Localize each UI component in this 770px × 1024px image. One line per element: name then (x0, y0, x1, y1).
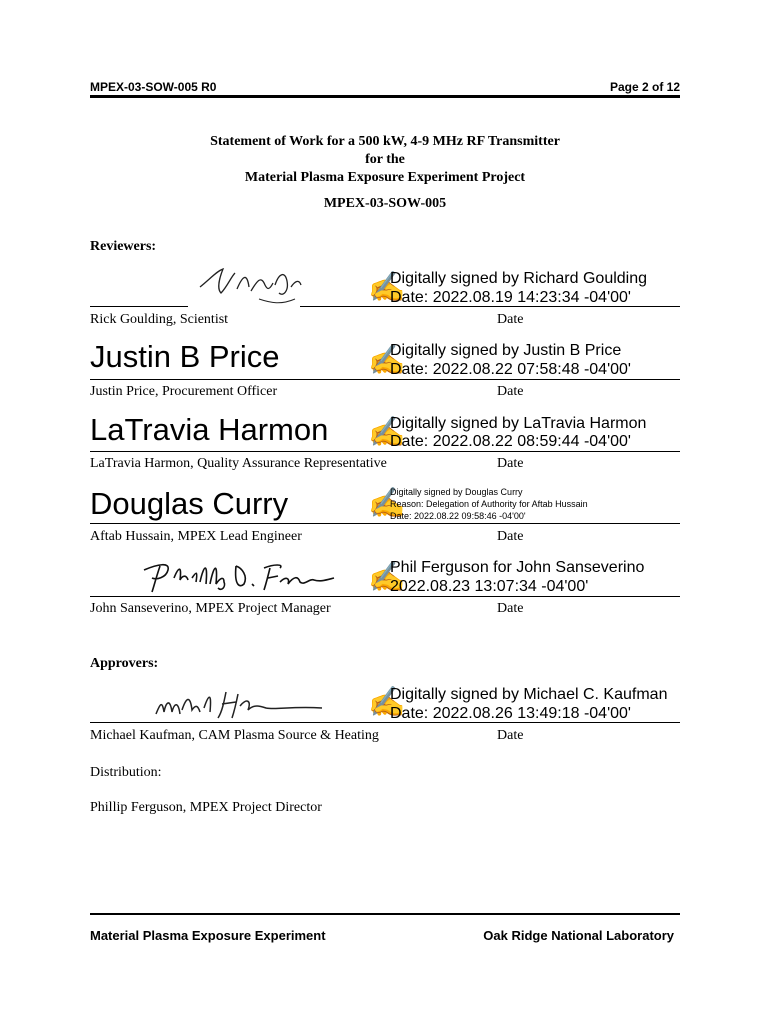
approver-name: Michael Kaufman, CAM Plasma Source & Heating (90, 728, 379, 743)
acrobat-watermark-icon: ✍ (368, 686, 406, 719)
distribution-label: Distribution: (90, 765, 162, 780)
acrobat-watermark-icon: ✍ (368, 416, 406, 449)
reviewer-2-date-label: Date (497, 384, 524, 399)
acrobat-watermark-icon: ✍ (368, 344, 406, 377)
footer-rule (90, 913, 680, 915)
reviewer-5-name: John Sanseverino, MPEX Project Manager (90, 601, 331, 616)
reviewer-5-date-label: Date (497, 601, 524, 616)
digital-signature-4-line-3: Date: 2022.08.22 09:58:46 -04'00' (390, 511, 526, 521)
digital-signature-6-line-2: Date: 2022.08.26 13:49:18 -04'00' (390, 705, 631, 722)
reviewer-1-name: Rick Goulding, Scientist (90, 312, 229, 327)
digital-signature-2-line-1: Digitally signed by Justin B Price (390, 342, 622, 359)
footer-lab-name: Oak Ridge National Laboratory (483, 928, 674, 943)
title-line-3: Material Plasma Exposure Experiment Project (244, 170, 526, 185)
digital-signature-2-line-2: Date: 2022.08.22 07:58:48 -04'00' (390, 361, 631, 378)
doc-number: MPEX-03-SOW-005 (323, 196, 447, 211)
document-id: MPEX-03-SOW-005 R0 (90, 80, 217, 94)
reviewer-1-date-label: Date (497, 312, 524, 327)
reviewer-2-name: Justin Price, Procurement Officer (90, 384, 278, 399)
digital-signature-5-line-2: 2022.08.23 13:07:34 -04'00' (390, 578, 589, 595)
digital-signature-5-line-1: Phil Ferguson for John Sanseverino (390, 559, 645, 576)
handwritten-signature-ferguson (138, 556, 338, 598)
typed-signature-price: Justin B Price (90, 339, 280, 374)
distribution-recipient: Phillip Ferguson, MPEX Project Director (90, 800, 322, 815)
header-rule (90, 95, 680, 98)
handwritten-signature-goulding (195, 263, 305, 307)
signature-line-5 (90, 596, 680, 597)
signature-line-4 (90, 523, 680, 524)
footer-project-name: Material Plasma Exposure Experiment (90, 928, 326, 943)
reviewer-3-name: LaTravia Harmon, Quality Assurance Representative (90, 456, 387, 471)
signature-line-1a (90, 306, 188, 307)
handwritten-signature-kaufman (152, 684, 332, 724)
approvers-heading: Approvers: (90, 656, 159, 671)
acrobat-watermark-icon: ✍ (368, 561, 406, 594)
reviewer-4-name: Aftab Hussain, MPEX Lead Engineer (90, 529, 302, 544)
acrobat-watermark-icon: ✍ (368, 487, 406, 520)
typed-signature-curry: Douglas Curry (90, 486, 289, 521)
acrobat-watermark-icon: ✍ (368, 271, 406, 304)
reviewers-heading: Reviewers: (90, 239, 157, 254)
digital-signature-3-line-2: Date: 2022.08.22 08:59:44 -04'00' (390, 433, 631, 450)
typed-signature-harmon: LaTravia Harmon (90, 412, 329, 447)
digital-signature-3-line-1: Digitally signed by LaTravia Harmon (390, 415, 647, 432)
page-number: Page 2 of 12 (609, 80, 680, 94)
signature-line-2 (90, 379, 680, 380)
approver-date-label: Date (497, 728, 524, 743)
digital-signature-6-line-1: Digitally signed by Michael C. Kaufman (390, 686, 668, 703)
digital-signature-1-line-1: Digitally signed by Richard Goulding (390, 270, 648, 287)
reviewer-3-date-label: Date (497, 456, 524, 471)
title-line-1: Statement of Work for a 500 kW, 4-9 MHz RF Transmitter (210, 134, 560, 149)
digital-signature-4-line-2: Reason: Delegation of Authority for Aftab Hussain (390, 499, 588, 509)
digital-signature-1-line-2: Date: 2022.08.19 14:23:34 -04'00' (390, 289, 631, 306)
digital-signature-4-line-1: Digitally signed by Douglas Curry (390, 487, 523, 497)
title-line-2: for the (365, 152, 405, 167)
reviewer-4-date-label: Date (497, 529, 524, 544)
signature-line-3 (90, 451, 680, 452)
